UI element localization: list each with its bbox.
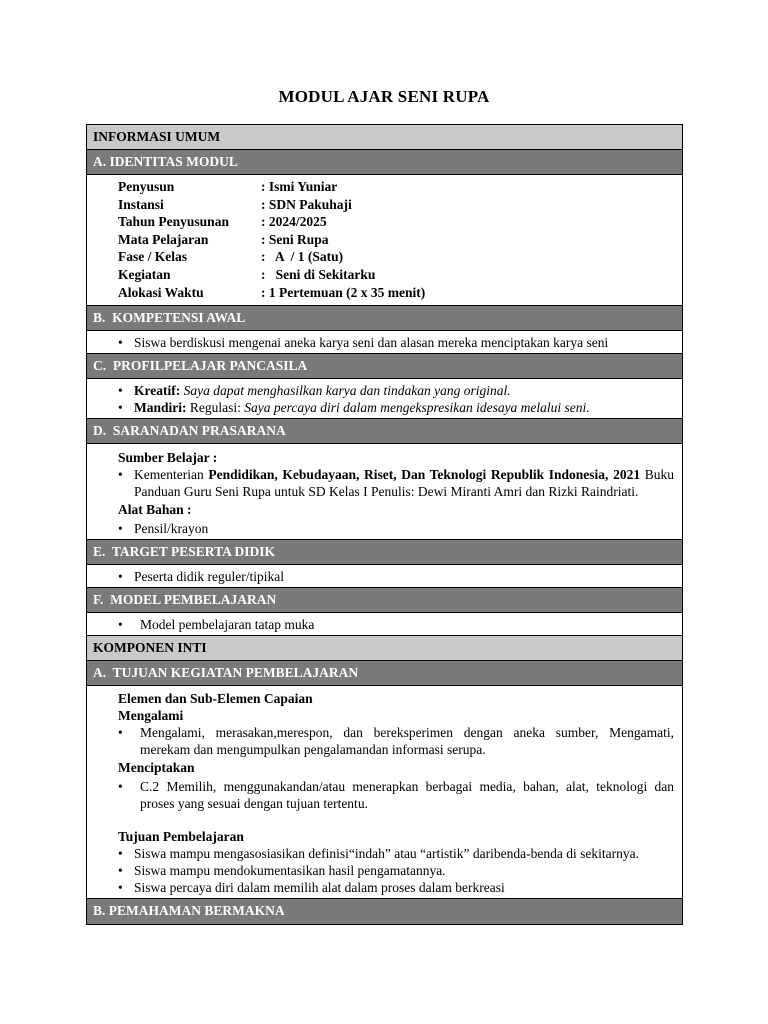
profil-block	[87, 379, 682, 419]
sumber-belajar-label: Sumber Belajar :	[118, 450, 218, 466]
page-title: MODUL AJAR SENI RUPA	[278, 87, 490, 106]
sumber-pre: Kementerian	[134, 467, 204, 483]
identitas-value: : SDN Pakuhaji	[261, 196, 352, 212]
section-header-komponen-inti: KOMPONEN INTI	[87, 636, 682, 661]
section-header-sarana: D. SARANADAN PRASARANA	[87, 419, 682, 444]
list-item	[87, 466, 682, 500]
identitas-label: Penyusun	[118, 179, 175, 194]
alat-bahan-label: Alat Bahan :	[118, 502, 192, 518]
mandiri-text: Saya percaya diri dalam mengekspresikan idesaya melalui seni.	[244, 400, 590, 416]
elemen-label: Elemen dan Sub-Elemen Capaian	[118, 691, 313, 707]
list-item: • Siswa mampu mendokumentasikan hasil pengamatannya.	[87, 862, 682, 879]
module-table	[86, 124, 683, 925]
sumber-bold: Pendidikan, Kebudayaan, Riset, Dan Teknologi Republik Indonesia, 2021	[208, 467, 641, 483]
section-header-profil: C. PROFILPELAJAR PANCASILA	[87, 354, 682, 379]
section-header-target: E. TARGET PESERTA DIDIK	[87, 540, 682, 565]
list-item: • Siswa percaya diri dalam memilih alat dalam proses dalam berkreasi	[87, 879, 682, 896]
section-header-identitas: A. IDENTITAS MODUL	[87, 150, 682, 175]
section-header-tujuan: A. TUJUAN KEGIATAN PEMBELAJARAN	[87, 661, 682, 686]
identitas-label: Kegiatan	[118, 266, 171, 282]
sarana-block	[87, 444, 682, 540]
identitas-label: Mata Pelajaran	[118, 231, 209, 247]
section-header-kompetensi-awal: B. KOMPETENSI AWAL	[87, 306, 682, 331]
list-item: • Siswa berdiskusi mengenai aneka karya seni dan alasan mereka menciptakan karya seni	[87, 334, 682, 351]
list-item: • Mengalami, merasakan,merespon, dan bereksperimen dengan aneka sumber, Mengamati, merekam dan mengumpulkan pengalamandan informasi serupa.	[87, 724, 682, 758]
target-block	[87, 565, 682, 588]
identitas-row	[118, 284, 682, 302]
identitas-label: Instansi	[118, 196, 164, 212]
identitas-row	[118, 231, 682, 249]
identitas-value: : A / 1 (Satu)	[261, 249, 344, 265]
identitas-label: Tahun Penyusunan	[118, 214, 229, 230]
identitas-row	[118, 196, 682, 214]
list-item: • Pensil/krayon	[87, 520, 682, 537]
identitas-value: : Seni di Sekitarku	[261, 266, 376, 282]
identitas-value: : 1 Pertemuan (2 x 35 menit)	[261, 284, 426, 300]
list-item: • Siswa mampu mengasosiasikan definisi“indah” atau “artistik” daribenda-benda di sekitarnya.	[87, 845, 682, 862]
model-block	[87, 613, 682, 636]
list-item: • C.2 Memilih, menggunakandan/atau menerapkan berbagai media, bahan, alat, teknologi dan proses yang sesuai dengan tujuan tertentu.	[87, 778, 682, 812]
list-item: • Peserta didik reguler/tipikal	[87, 568, 682, 585]
identitas-value: : Ismi Yuniar	[261, 179, 338, 194]
section-header-pemahaman: B. PEMAHAMAN BERMAKNA	[87, 899, 682, 924]
identitas-value: : Seni Rupa	[261, 231, 329, 247]
tujuan-block	[87, 686, 682, 899]
sumber-post: Buku Panduan Guru Seni Rupa untuk SD Kelas I Penulis: Dewi Miranti Amri dan Rizki Raindriati.	[134, 467, 674, 500]
mandiri-label: Mandiri:	[134, 400, 187, 416]
kreatif-label: Kreatif:	[134, 383, 181, 399]
identitas-label: Fase / Kelas	[118, 249, 187, 265]
kompetensi-block	[87, 331, 682, 354]
mengalami-label: Mengalami	[118, 708, 184, 724]
identitas-value: : 2024/2025	[261, 214, 327, 230]
section-header-informasi-umum: INFORMASI UMUM	[87, 125, 682, 150]
kreatif-text: Saya dapat menghasilkan karya dan tindakan yang original.	[183, 383, 511, 399]
menciptakan-label: Menciptakan	[118, 760, 195, 776]
list-item: • Model pembelajaran tatap muka	[87, 616, 682, 633]
identitas-row	[118, 213, 682, 231]
identitas-label: Alokasi Waktu	[118, 284, 204, 300]
identitas-block	[87, 175, 682, 306]
list-item	[87, 399, 682, 416]
identitas-row	[118, 248, 682, 266]
list-item	[87, 382, 682, 399]
tujuan-pembelajaran-label: Tujuan Pembelajaran	[118, 829, 244, 845]
regulasi-label: Regulasi:	[189, 400, 241, 416]
identitas-row	[118, 178, 682, 196]
identitas-row	[118, 266, 682, 284]
section-header-model: F. MODEL PEMBELAJARAN	[87, 588, 682, 613]
